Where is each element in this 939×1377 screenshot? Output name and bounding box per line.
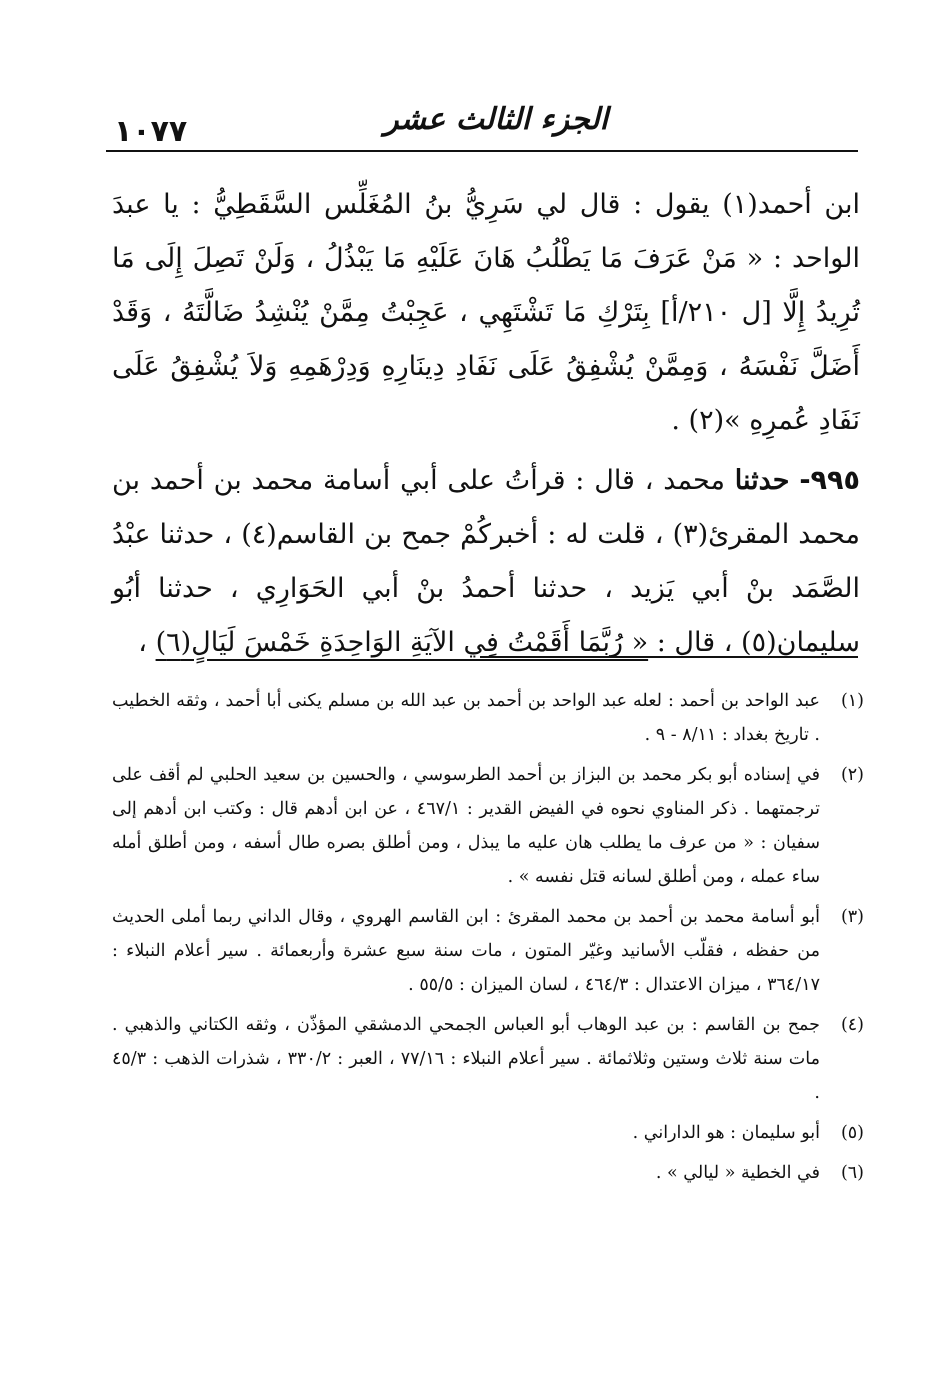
footnote-3: [112, 900, 864, 1002]
footnote-4: [112, 1008, 864, 1110]
hadith-quote: « رُبَّمَا أَقَمْتُ فِي الآيَةِ الوَاحِدَةِ خَمْسَ لَيَالٍ(٦): [155, 627, 649, 658]
running-title: الجزء الثالث عشر: [384, 102, 608, 137]
footnote-separator: [480, 656, 858, 658]
paragraph-1: ابن أحمد(١) يقول : قال لي سَرِيُّ بنُ المُغَلِّس السَّقَطِيُّ : يا عبدَ الواحد : « مَنْ عَرَفَ مَا يَطْلُبُ هَانَ عَلَيْهِ مَا يَبْذُلُ ، وَلَنْ تَصِلَ إِلَى مَا تُرِيدُ إِلَّا [ل ٢١٠/أ] بِتَرْكِ مَا تَشْتَهِي ، عَجِبْتُ مِمَّنْ يُنْشِدُ ضَالَّتَهُ ، وَقَدْ أَضَلَّ نَفْسَهُ ، وَمِمَّنْ يُشْفِقُ عَلَى نَفَادِ دِينَارِهِ وَدِرْهَمِهِ وَلاَ يُشْفِقُ عَلَى نَفَادِ عُمرِهِ »(٢) .: [112, 189, 861, 436]
footnote-text: عبد الواحد بن أحمد : لعله عبد الواحد بن أحمد بن عبد الله بن مسلم يكنى أبا أحمد ، وثقه الخطيب . تاريخ بغداد : ٨/١١ - ٩ .: [112, 691, 820, 745]
footnote-mark: (٣): [840, 907, 864, 927]
hadith-number: ٩٩٥-: [799, 465, 860, 496]
footnote-2: [112, 758, 864, 894]
paragraph-2-body: محمد ، قال : قرأتُ على أبي أسامة محمد بن أحمد بن محمد المقرئ(٣) ، قلت له : أخبركُمْ جمح بن القاسم(٤) ، حدثنا عبْدُ الصَّمَد بنْ أبي يَزيد ، حدثنا أحمدُ بنْ أبي الحَوَارِي ، حدثنا أبُو سليمان(٥) ، قال :: [112, 465, 860, 658]
footnotes: [112, 684, 864, 1196]
paragraph-2-tail: ،: [138, 627, 156, 658]
paragraph-2: [112, 454, 860, 670]
page-header: [106, 100, 858, 152]
sanad-lead: حدثنا: [734, 465, 790, 496]
footnote-text: جمح بن القاسم : بن عبد الوهاب أبو العباس الجمحي الدمشقي المؤذّن ، وثقه الكتاني والذهبي . مات سنة ثلاث وستين وثلاثمائة . سير أعلام النبلاء : ٧٧/١٦ ، العبر : ٣٣٠/٢ ، شذرات الذهب : ٤٥/٣ .: [112, 1015, 820, 1103]
footnote-mark: (١): [840, 691, 864, 711]
footnote-text: أبو سليمان : هو الداراني .: [632, 1123, 820, 1143]
footnote-mark: (٢): [840, 765, 864, 785]
footnote-mark: (٥): [840, 1123, 864, 1143]
footnote-text: أبو أسامة محمد بن أحمد بن محمد المقرئ : ابن القاسم الهروي ، وقال الداني ربما أملى الحديث من حفظه ، فقلّب الأسانيد وغيّر المتون ، مات سنة سبع عشرة وأربعمائة . سير أعلام النبلاء : ٣٦٤/١٧ ، ميزان الاعتدال : ٤٦٤/٣ ، لسان الميزان : ٥٥/٥ .: [112, 907, 820, 995]
page-number: ١٠٧٧: [114, 114, 188, 149]
footnote-mark: (٦): [840, 1163, 864, 1183]
footnote-5: [112, 1116, 864, 1150]
footnote-6: [112, 1156, 864, 1190]
header-rule: [106, 150, 858, 152]
footnote-1: [112, 684, 864, 752]
main-text: [112, 178, 860, 670]
footnote-mark: (٤): [840, 1015, 864, 1035]
footnote-text: في الخطية « ليالي » .: [655, 1163, 820, 1183]
footnote-text: في إسناده أبو بكر محمد بن البزاز بن أحمد الطرسوسي ، والحسين بن سعيد الحلبي لم أقف على ترجمتهما . ذكر المناوي نحوه في الفيض القدير : ٤٦٧/١ ، عن ابن أدهم قال : وكتب ابن أدهم إلى سفيان : « من عرف ما يطلب هان عليه ما يبذل ، ومن أطلق بصره طال أسفه ، ومن أطلق أمله ساء عمله ، ومن أطلق لسانه قتل نفسه » .: [112, 765, 820, 887]
